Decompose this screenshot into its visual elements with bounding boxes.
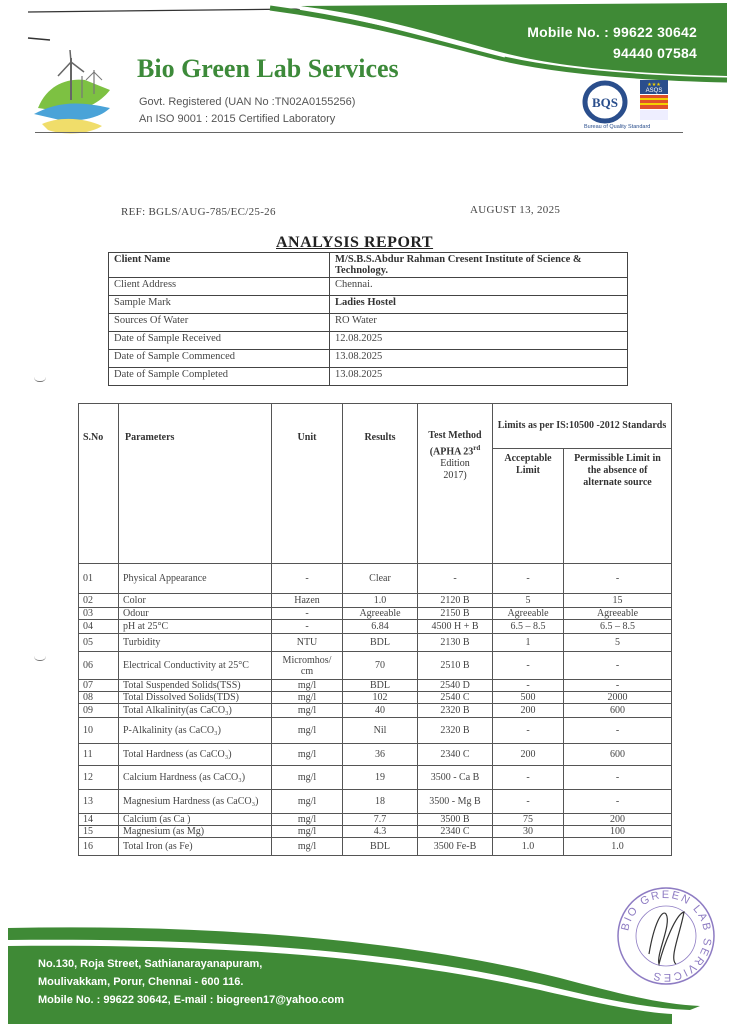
scan-mark	[34, 656, 46, 661]
report-date: AUGUST 13, 2025	[470, 204, 561, 216]
cell-sno: 02	[79, 594, 119, 608]
cell-acceptable-limit: -	[493, 718, 564, 744]
cell-acceptable-limit: 500	[493, 692, 564, 704]
cell-sno: 13	[79, 790, 119, 814]
table-row	[79, 652, 672, 680]
cell-sno: 12	[79, 766, 119, 790]
header-sno: S.No	[79, 404, 119, 564]
cell-permissible-limit: -	[564, 680, 672, 692]
cell-unit: mg/l	[272, 704, 343, 718]
info-label: Client Address	[109, 278, 330, 296]
cell-unit: mg/l	[272, 744, 343, 766]
info-value: RO Water	[330, 314, 628, 332]
info-row	[109, 314, 628, 332]
asqs-logo-icon	[640, 80, 670, 122]
cell-sno: 11	[79, 744, 119, 766]
scan-mark	[34, 377, 46, 382]
reference-number: REF: BGLS/AUG-785/EC/25-26	[121, 206, 276, 218]
cell-permissible-limit: 15	[564, 594, 672, 608]
cell-parameter: Total Iron (as Fe)	[119, 838, 272, 856]
cell-unit: mg/l	[272, 766, 343, 790]
cell-method: 2340 C	[418, 826, 493, 838]
analysis-table	[78, 403, 672, 856]
info-label: Date of Sample Received	[109, 332, 330, 350]
cell-method: 3500 B	[418, 814, 493, 826]
cell-parameter: Magnesium Hardness (as CaCO₃)	[119, 790, 272, 814]
cell-permissible-limit: -	[564, 652, 672, 680]
cell-acceptable-limit: -	[493, 790, 564, 814]
cell-result: BDL	[343, 680, 418, 692]
header-results: Results	[343, 404, 418, 564]
certification-text: An ISO 9001 : 2015 Certified Laboratory	[139, 113, 336, 125]
cell-result: BDL	[343, 634, 418, 652]
cell-parameter: Odour	[119, 608, 272, 620]
cell-acceptable-limit: 200	[493, 704, 564, 718]
cell-permissible-limit: 600	[564, 704, 672, 718]
cell-result: 6.84	[343, 620, 418, 634]
cell-result: 4.3	[343, 826, 418, 838]
table-row	[79, 838, 672, 856]
cell-sno: 03	[79, 608, 119, 620]
info-row	[109, 278, 628, 296]
bqs-caption: Bureau of Quality Standard	[584, 124, 651, 130]
cell-unit: mg/l	[272, 838, 343, 856]
cell-permissible-limit: 1.0	[564, 838, 672, 856]
cell-sno: 01	[79, 564, 119, 594]
cell-method: 2510 B	[418, 652, 493, 680]
header-mobile-1	[527, 24, 697, 40]
info-row	[109, 253, 628, 278]
cell-acceptable-limit: Agreeable	[493, 608, 564, 620]
info-value: Ladies Hostel	[330, 296, 628, 314]
cell-unit: mg/l	[272, 680, 343, 692]
table-row	[79, 680, 672, 692]
table-row	[79, 766, 672, 790]
cell-parameter: P-Alkalinity (as CaCO₃)	[119, 718, 272, 744]
footer-contact-line: Mobile No. : 99622 30642, E-mail : biogreen17@yahoo.com	[38, 994, 344, 1006]
cell-unit: mg/l	[272, 790, 343, 814]
cell-result: 1.0	[343, 594, 418, 608]
cell-sno: 05	[79, 634, 119, 652]
footer-address-line-2: Moulivakkam, Porur, Chennai - 600 116.	[38, 976, 244, 988]
header-divider	[35, 132, 683, 133]
bqs-logo-text: BQS	[591, 95, 619, 110]
cell-parameter: Color	[119, 594, 272, 608]
cell-permissible-limit: 5	[564, 634, 672, 652]
bqs-logo-icon	[582, 80, 630, 124]
cell-result: BDL	[343, 838, 418, 856]
cell-sno: 08	[79, 692, 119, 704]
cell-parameter: Total Dissolved Solids(TDS)	[119, 692, 272, 704]
cell-unit: Hazen	[272, 594, 343, 608]
cell-sno: 10	[79, 718, 119, 744]
cell-result: Agreeable	[343, 608, 418, 620]
cell-sno: 14	[79, 814, 119, 826]
cell-method: 2340 C	[418, 744, 493, 766]
footer-address-line-1: No.130, Roja Street, Sathianarayanapuram,	[38, 958, 263, 970]
info-value: M/S.B.S.Abdur Rahman Cresent Institute of Science & Technology.	[330, 253, 628, 278]
header-test-method	[418, 404, 493, 564]
cell-result: 36	[343, 744, 418, 766]
header-unit: Unit	[272, 404, 343, 564]
table-row	[79, 718, 672, 744]
cell-method: 2130 B	[418, 634, 493, 652]
table-row	[79, 826, 672, 838]
table-row	[79, 564, 672, 594]
table-row	[79, 608, 672, 620]
info-value: 13.08.2025	[330, 350, 628, 368]
cell-acceptable-limit: 75	[493, 814, 564, 826]
cell-method: -	[418, 564, 493, 594]
table-row	[79, 634, 672, 652]
cell-method: 3500 - Mg B	[418, 790, 493, 814]
registration-text: Govt. Registered (UAN No :TN02A0155256)	[139, 96, 356, 108]
table-row	[79, 790, 672, 814]
signature-icon	[649, 912, 684, 964]
cell-method: 3500 Fe-B	[418, 838, 493, 856]
cell-parameter: Magnesium (as Mg)	[119, 826, 272, 838]
info-label: Date of Sample Commenced	[109, 350, 330, 368]
cell-permissible-limit: Agreeable	[564, 608, 672, 620]
info-value: 12.08.2025	[330, 332, 628, 350]
cell-parameter: Calcium (as Ca )	[119, 814, 272, 826]
cell-sno: 15	[79, 826, 119, 838]
cell-parameter: Total Suspended Solids(TSS)	[119, 680, 272, 692]
table-row	[79, 704, 672, 718]
cell-unit: NTU	[272, 634, 343, 652]
info-label: Sources Of Water	[109, 314, 330, 332]
cell-sno: 09	[79, 704, 119, 718]
cell-result: 19	[343, 766, 418, 790]
cell-method: 2120 B	[418, 594, 493, 608]
cell-unit: mg/l	[272, 814, 343, 826]
cell-parameter: Electrical Conductivity at 25°C	[119, 652, 272, 680]
stamp-text: BIO GREEN LAB SERVICES	[619, 888, 714, 984]
header-permissible-limit: Permissible Limit in the absence of alternate source	[564, 448, 672, 563]
cell-acceptable-limit: 5	[493, 594, 564, 608]
company-logo-icon	[30, 48, 120, 138]
cell-permissible-limit: 100	[564, 826, 672, 838]
cell-result: 70	[343, 652, 418, 680]
cell-unit: -	[272, 564, 343, 594]
method-line-1: Test Method	[428, 430, 482, 441]
cell-permissible-limit: 2000	[564, 692, 672, 704]
report-title: ANALYSIS REPORT	[276, 234, 434, 251]
cell-acceptable-limit: -	[493, 766, 564, 790]
cell-permissible-limit: -	[564, 564, 672, 594]
cell-acceptable-limit: 200	[493, 744, 564, 766]
cell-acceptable-limit: -	[493, 564, 564, 594]
method-line-4: 2017)	[443, 470, 467, 482]
table-row	[79, 620, 672, 634]
header-parameters: Parameters	[119, 404, 272, 564]
table-row	[79, 814, 672, 826]
cell-permissible-limit: -	[564, 790, 672, 814]
info-label: Sample Mark	[109, 296, 330, 314]
cell-sno: 04	[79, 620, 119, 634]
table-row	[79, 744, 672, 766]
method-line-2: (APHA 23	[429, 446, 474, 458]
cell-unit: mg/l	[272, 826, 343, 838]
table-row	[79, 594, 672, 608]
cell-parameter: Calcium Hardness (as CaCO₃)	[119, 766, 272, 790]
mobile-number-2: 94440 07584	[613, 45, 697, 61]
cell-method: 2540 C	[418, 692, 493, 704]
company-name: Bio Green Lab Services	[137, 54, 399, 83]
cell-permissible-limit: -	[564, 718, 672, 744]
cell-permissible-limit: 200	[564, 814, 672, 826]
cell-acceptable-limit: -	[493, 652, 564, 680]
cell-acceptable-limit: -	[493, 680, 564, 692]
info-value: 13.08.2025	[330, 368, 628, 386]
cell-parameter: Total Alkalinity(as CaCO₃)	[119, 704, 272, 718]
client-info-table	[108, 252, 628, 386]
cell-method: 3500 - Ca B	[418, 766, 493, 790]
cell-unit: -	[272, 620, 343, 634]
cell-result: Nil	[343, 718, 418, 744]
cell-method: 2320 B	[418, 718, 493, 744]
cell-method: 4500 H + B	[418, 620, 493, 634]
cell-parameter: Physical Appearance	[119, 564, 272, 594]
cell-result: 102	[343, 692, 418, 704]
cell-permissible-limit: 600	[564, 744, 672, 766]
cell-acceptable-limit: 6.5 – 8.5	[493, 620, 564, 634]
cell-acceptable-limit: 30	[493, 826, 564, 838]
svg-text:BIO GREEN LAB SERVICES	[619, 889, 713, 983]
cell-sno: 07	[79, 680, 119, 692]
cell-acceptable-limit: 1	[493, 634, 564, 652]
cell-unit: -	[272, 608, 343, 620]
method-sup: rd	[473, 444, 481, 452]
cell-method: 2540 D	[418, 680, 493, 692]
header-acceptable-limit: Acceptable Limit	[493, 448, 564, 563]
cell-permissible-limit: 6.5 – 8.5	[564, 620, 672, 634]
cell-result: 7.7	[343, 814, 418, 826]
svg-text:★★★: ★★★	[647, 83, 661, 88]
cell-permissible-limit: -	[564, 766, 672, 790]
cell-sno: 06	[79, 652, 119, 680]
cell-result: 18	[343, 790, 418, 814]
company-stamp-icon	[614, 884, 718, 988]
cell-method: 2320 B	[418, 704, 493, 718]
info-row	[109, 332, 628, 350]
header-limits-group: Limits as per IS:10500 -2012 Standards	[493, 404, 672, 449]
cell-unit: mg/l	[272, 692, 343, 704]
asqs-logo-text: ASQS	[645, 88, 663, 94]
mobile-label: Mobile No. :	[527, 24, 609, 40]
cell-parameter: pH at 25°C	[119, 620, 272, 634]
cell-unit: mg/l	[272, 718, 343, 744]
cell-unit: Micromhos/ cm	[272, 652, 343, 680]
cell-parameter: Total Hardness (as CaCO₃)	[119, 744, 272, 766]
info-value: Chennai.	[330, 278, 628, 296]
info-row	[109, 368, 628, 386]
info-label: Date of Sample Completed	[109, 368, 330, 386]
info-label: Client Name	[109, 253, 330, 278]
cell-acceptable-limit: 1.0	[493, 838, 564, 856]
cell-sno: 16	[79, 838, 119, 856]
table-header-row	[79, 404, 672, 449]
mobile-number-1: 99622 30642	[613, 24, 697, 40]
cell-method: 2150 B	[418, 608, 493, 620]
method-line-3: Edition	[440, 458, 470, 470]
info-row	[109, 350, 628, 368]
info-row	[109, 296, 628, 314]
cell-result: 40	[343, 704, 418, 718]
cell-parameter: Turbidity	[119, 634, 272, 652]
cell-result: Clear	[343, 564, 418, 594]
table-row	[79, 692, 672, 704]
